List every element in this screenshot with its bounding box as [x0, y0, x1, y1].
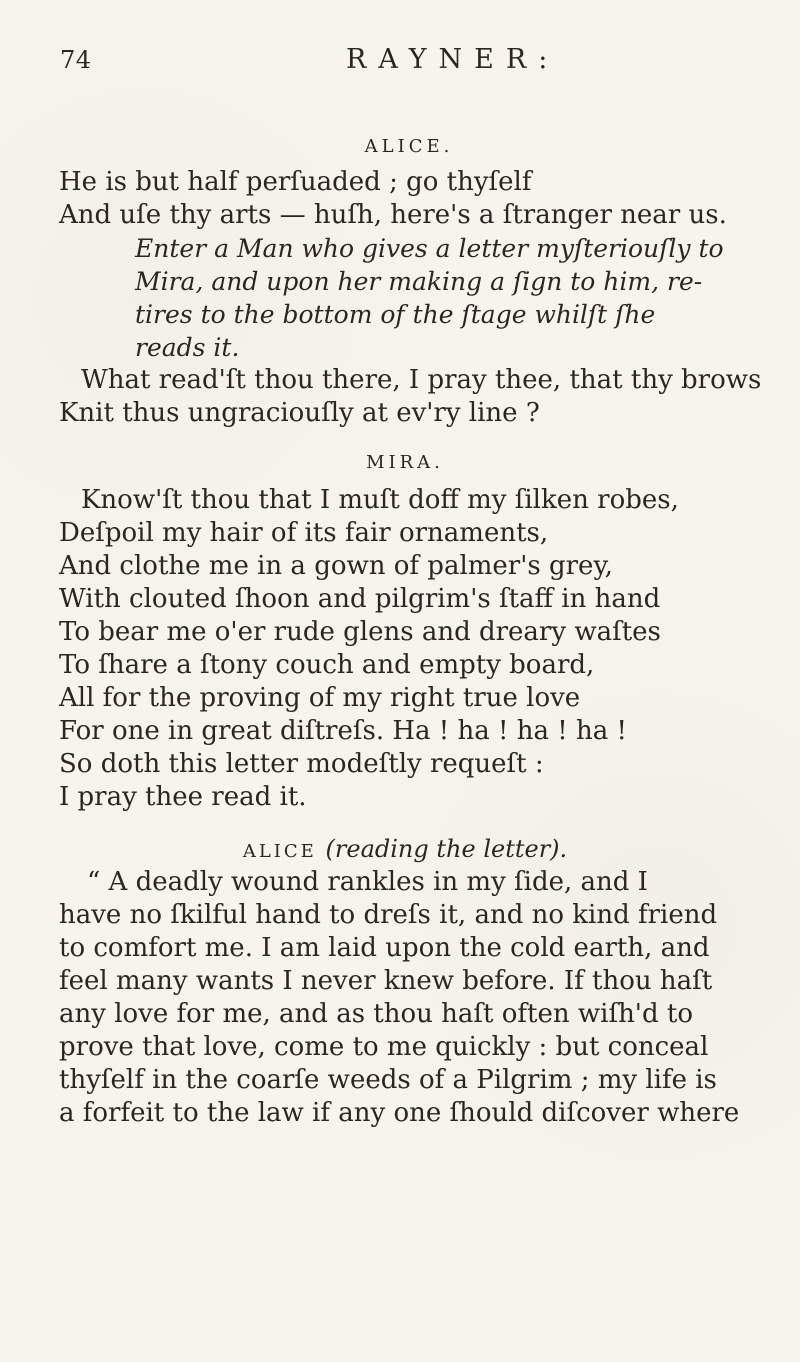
mira-line-5: To bear me o'er rude glens and dreary waſtes: [59, 617, 661, 647]
mira-line-10: I pray thee read it.: [59, 782, 307, 812]
mira-line-1: Know'ſt thou that I muſt doff my ſilken robes,: [81, 485, 679, 515]
play-text: [59, 132, 762, 1130]
stage-direction-line-1: Enter a Man who gives a letter myſteriouſly to: [135, 234, 724, 263]
letter-line-3: to comfort me. I am laid upon the cold earth, and: [59, 933, 710, 963]
letter-line-2: have no ſkilful hand to dreſs it, and no kind friend: [59, 900, 718, 930]
letter-line-7: thyſelf in the coarſe weeds of a Pilgrim ; my life is: [59, 1065, 717, 1095]
stage-direction-line-3: tires to the bottom of the ſtage whilſt ſhe: [135, 300, 656, 329]
letter-line-4: feel many wants I never knew before. If thou haſt: [59, 966, 713, 996]
mira-line-6: To ſhare a ſtony couch and empty board,: [59, 650, 595, 680]
letter-line-6: prove that love, come to me quickly : but conceal: [59, 1032, 709, 1062]
mira-line-9: So doth this letter modeſtly requeſt :: [59, 749, 544, 779]
page-number: 74: [60, 46, 92, 74]
mira-line-8: For one in great diſtreſs. Ha ! ha ! ha ! ha !: [59, 716, 627, 746]
stage-direction-line-4: reads it.: [135, 333, 240, 362]
mira-line-4: With clouted ſhoon and pilgrim's ſtaff in hand: [59, 584, 661, 614]
speaker-alice-name: ALICE: [242, 841, 317, 862]
speaker-alice: ALICE.: [364, 136, 454, 157]
mira-line-3: And clothe me in a gown of palmer's grey,: [59, 551, 613, 581]
alice-line-1: He is but half perſuaded ; go thyſelf: [59, 167, 532, 197]
running-head: RAYNER:: [346, 44, 560, 75]
speaker-mira: MIRA.: [366, 452, 444, 473]
mira-line-7: All for the proving of my right true love: [59, 683, 581, 713]
alice-line-4: Knit thus ungraciouſly at ev'ry line ?: [59, 398, 540, 428]
mira-line-2: Deſpoil my hair of its fair ornaments,: [59, 518, 549, 548]
letter-line-5: any love for me, and as thou haſt often wiſh'd to: [59, 999, 693, 1029]
alice-line-3: What read'ſt thou there, I pray thee, that thy brows: [81, 365, 762, 395]
stage-direction-line-2: Mira, and upon her making a ſign to him, re-: [135, 267, 703, 296]
speaker-alice-reading: [59, 834, 751, 864]
letter-line-1: “ A deadly wound rankles in my ſide, and I: [87, 867, 648, 897]
alice-line-2: And uſe thy arts — huſh, here's a ſtranger near us.: [59, 200, 727, 230]
letter-line-8: a forfeit to the law if any one ſhould diſcover where: [59, 1098, 740, 1128]
reading-stage-direction: (reading the letter).: [325, 835, 568, 863]
page-header: [0, 42, 800, 82]
